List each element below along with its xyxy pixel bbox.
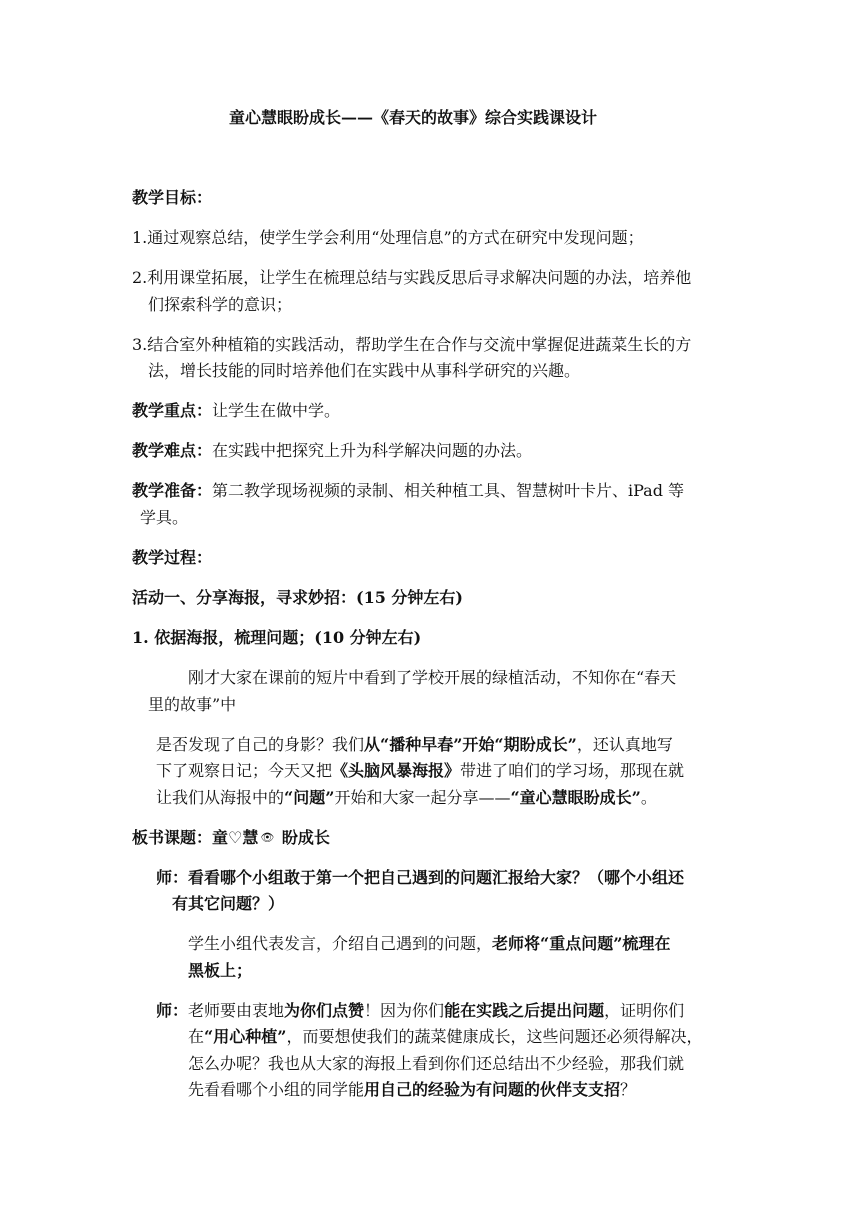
t2-l1-d: ！因为你们 <box>364 1001 445 1020</box>
paragraph-2-line-2 <box>156 759 684 783</box>
board-title <box>132 826 330 850</box>
preparation-line-2: 学具。 <box>140 508 189 527</box>
goal-item-2-line-2: 们探索科学的意识； <box>148 295 293 314</box>
teacher-2-line-3: 怎么办呢？我也从大家的海报上看到你们还总结出不少经验，那我们就 <box>188 1054 685 1073</box>
s1-l1-a: 学生小组代表发言，介绍自己遇到的问题， <box>188 934 493 953</box>
goal-item-2-line-1: 2.利用课堂拓展，让学生在梳理总结与实践反思后寻求解决问题的办法，培养他 <box>132 268 692 287</box>
board-char: 慧 <box>242 828 259 847</box>
p2-l3-c: 开始和大家一起分享—— <box>334 788 511 807</box>
students-1-line-1 <box>188 932 670 956</box>
difficulty-label: 教学难点： <box>132 441 213 460</box>
teacher-2-line-2 <box>188 1025 702 1049</box>
t2-l2-a: 在 <box>188 1027 205 1046</box>
step-1-heading: 1. 依据海报，梳理问题；(10 分钟左右) <box>132 628 422 647</box>
teacher-1-line-2: 有其它问题？） <box>172 894 285 913</box>
t2-l1-e: 能在实践之后提出问题 <box>444 1001 605 1020</box>
preparation-text: 第二教学现场视频的录制、相关种植工具、智慧树叶卡片、iPad 等 <box>212 481 685 500</box>
board-suffix: 盼成长 <box>276 828 330 847</box>
teacher-1-line-1: 师：看看哪个小组敢于第一个把自己遇到的问题汇报给大家？（哪个小组还 <box>156 868 685 887</box>
t2-l1-c: 为你们点赞 <box>284 1001 365 1020</box>
p2-l2-b: 《头脑风暴海报》 <box>332 761 461 780</box>
t2-l4-c: ？ <box>620 1080 637 1099</box>
heart-icon: ♡ <box>228 828 243 847</box>
p2-l3-a: 让我们从海报中的 <box>156 788 285 807</box>
t2-l4-b: 用自己的经验为有问题的伙伴支支招 <box>364 1080 621 1099</box>
t2-l1-f: ，证明你们 <box>604 1001 685 1020</box>
p2-l3-b: “问题” <box>284 788 335 807</box>
key-point-label: 教学重点： <box>132 401 213 420</box>
document-title: 童心慧眼盼成长——《春天的故事》综合实践课设计 <box>229 108 598 127</box>
paragraph-2-line-1 <box>156 733 673 757</box>
p2-l1-b: 从“播种早春”开始“期盼成长” <box>364 735 577 754</box>
p2-l3-e: 。 <box>640 788 657 807</box>
goal-item-3-line-2: 法，增长技能的同时培养他们在实践中从事科学研究的兴趣。 <box>148 361 581 380</box>
t2-l1-a: 师： <box>156 1001 189 1020</box>
t2-l4-a: 先看看哪个小组的同学能 <box>188 1080 365 1099</box>
activity-1-heading: 活动一、分享海报，寻求妙招：(15 分钟左右) <box>132 588 463 607</box>
eye-icon: 👁 <box>260 831 275 844</box>
paragraph-1-line-2: 里的故事”中 <box>148 695 237 714</box>
goal-item-3-line-1: 3.结合室外种植箱的实践活动，帮助学生在合作与交流中掌握促进蔬菜生长的方 <box>132 335 692 354</box>
p2-l2-c: 带进了咱们的学习场，那现在就 <box>460 761 685 780</box>
preparation-label: 教学准备： <box>132 481 213 500</box>
t2-l2-b: “用心种植” <box>204 1027 287 1046</box>
difficulty-text: 在实践中把探究上升为科学解决问题的办法。 <box>212 441 533 460</box>
p2-l2-a: 下了观察日记；今天又把 <box>156 761 333 780</box>
key-point <box>132 399 340 423</box>
p2-l1-c: ，还认真地写 <box>576 735 673 754</box>
students-1-line-2: 黑板上； <box>188 961 253 980</box>
teacher-2-line-1 <box>156 999 684 1023</box>
p2-l1-a: 是否发现了自己的身影？我们 <box>156 735 365 754</box>
preparation-line-1 <box>132 479 684 503</box>
s1-l1-b: 老师将“重点问题”梳理在 <box>492 934 671 953</box>
board-prefix: 板书课题：童 <box>132 828 229 847</box>
teacher-2-line-4 <box>188 1078 636 1102</box>
paragraph-1-line-1: 刚才大家在课前的短片中看到了学校开展的绿植活动，不知你在“春天 <box>188 668 677 687</box>
difficulty <box>132 439 532 463</box>
goals-heading: 教学目标： <box>132 188 213 207</box>
goal-item-1: 1.通过观察总结，使学生学会利用“处理信息”的方式在研究中发现问题； <box>132 228 644 247</box>
paragraph-2-line-3 <box>156 786 657 810</box>
t2-l1-b: 老师要由衷地 <box>188 1001 285 1020</box>
p2-l3-d: “童心慧眼盼成长” <box>510 788 641 807</box>
process-heading: 教学过程： <box>132 548 213 567</box>
key-point-text: 让学生在做中学。 <box>212 401 341 420</box>
t2-l2-c: ，而要想使我们的蔬菜健康成长，这些问题还必须得解决， <box>286 1027 703 1046</box>
